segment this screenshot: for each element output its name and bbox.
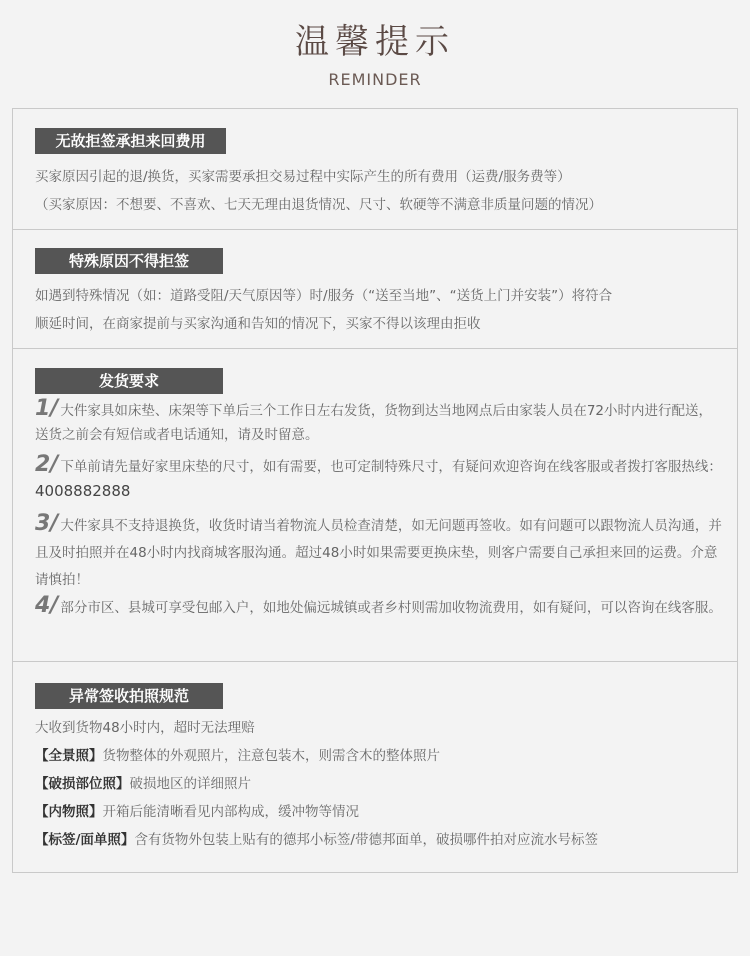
section-heading: 发货要求 [35,368,223,394]
page-title: 温馨提示 [295,22,455,62]
section-line: 顺延时间，在商家提前与买家沟通和告知的情况下，买家不得以该理由拒收 [35,316,481,332]
photo-rule-text: 开箱后能清晰看见内部构成，缓冲物等情况 [102,804,359,820]
page-subtitle: REMINDER [328,70,422,89]
section-photo-guidelines [12,661,738,873]
item-number: 3/ [35,511,59,536]
photo-rule-label: 【内物照】 [35,804,103,820]
section-heading: 特殊原因不得拒签 [35,248,223,274]
list-item [35,510,725,594]
item-number: 4/ [35,593,59,618]
photo-rule-label: 【全景照】 [35,748,103,764]
section-heading: 异常签收拍照规范 [35,683,223,709]
section-heading: 无故拒签承担来回费用 [35,128,226,154]
section-intro: 大收到货物48小时内，超时无法理赔 [35,720,255,736]
photo-rule-text: 货物整体的外观照片，注意包装木，则需含木的整体照片 [102,748,440,764]
section-special-reasons [12,229,738,349]
list-item [35,453,725,504]
section-line: 买家原因引起的退/换货，买家需要承担交易过程中实际产生的所有费用（运费/服务费等） [35,169,571,185]
item-number: 2/ [35,452,59,477]
list-item [35,594,725,620]
photo-rule-row [35,800,359,820]
photo-rule-row [35,772,251,792]
item-text: 下单前请先量好家里床垫的尺寸，如有需要，也可定制特殊尺寸，有疑问欢迎咨询在线客服或者拨打客服热线： [60,459,722,475]
hotline-number: 4008882888 [35,482,131,500]
item-number: 1/ [35,396,59,421]
page-header [0,18,750,89]
photo-rule-row [35,744,440,764]
section-refusal-fees [12,108,738,230]
photo-rule-text: 含有货物外包装上贴有的德邦小标签/带德邦面单，破损哪件拍对应流水号标签 [134,832,598,848]
item-text: 部分市区、县城可享受包邮入户，如地处偏远城镇或者乡村则需加收物流费用，如有疑问，可以咨询在线客服。 [60,600,722,616]
section-line: （买家原因：不想要、不喜欢、七天无理由退货情况、尺寸、软硬等不满意非质量问题的情况） [35,197,602,213]
list-item [35,397,725,447]
item-text: 大件家具如床垫、床架等下单后三个工作日左右发货，货物到达当地网点后由家装人员在72小时内进行配送，送货之前会有短信或者电话通知，请及时留意。 [35,403,713,443]
photo-rule-row [35,828,598,848]
photo-rule-label: 【破损部位照】 [35,776,130,792]
item-text: 大件家具不支持退换货，收货时请当着物流人员检查清楚，如无问题再签收。如有问题可以跟物流人员沟通，并且及时拍照并在48小时内找商城客服沟通。超过48小时如果需要更换床垫，则客户需要自己承担来回的运费。介意请慎拍！ [35,518,722,588]
photo-rule-text: 破损地区的详细照片 [129,776,251,792]
photo-rule-label: 【标签/面单照】 [35,832,135,848]
section-shipping-requirements [12,348,738,662]
section-line: 如遇到特殊情况（如：道路受阻/天气原因等）时/服务（“送至当地”、“送货上门并安装”）将符合 [35,288,613,304]
